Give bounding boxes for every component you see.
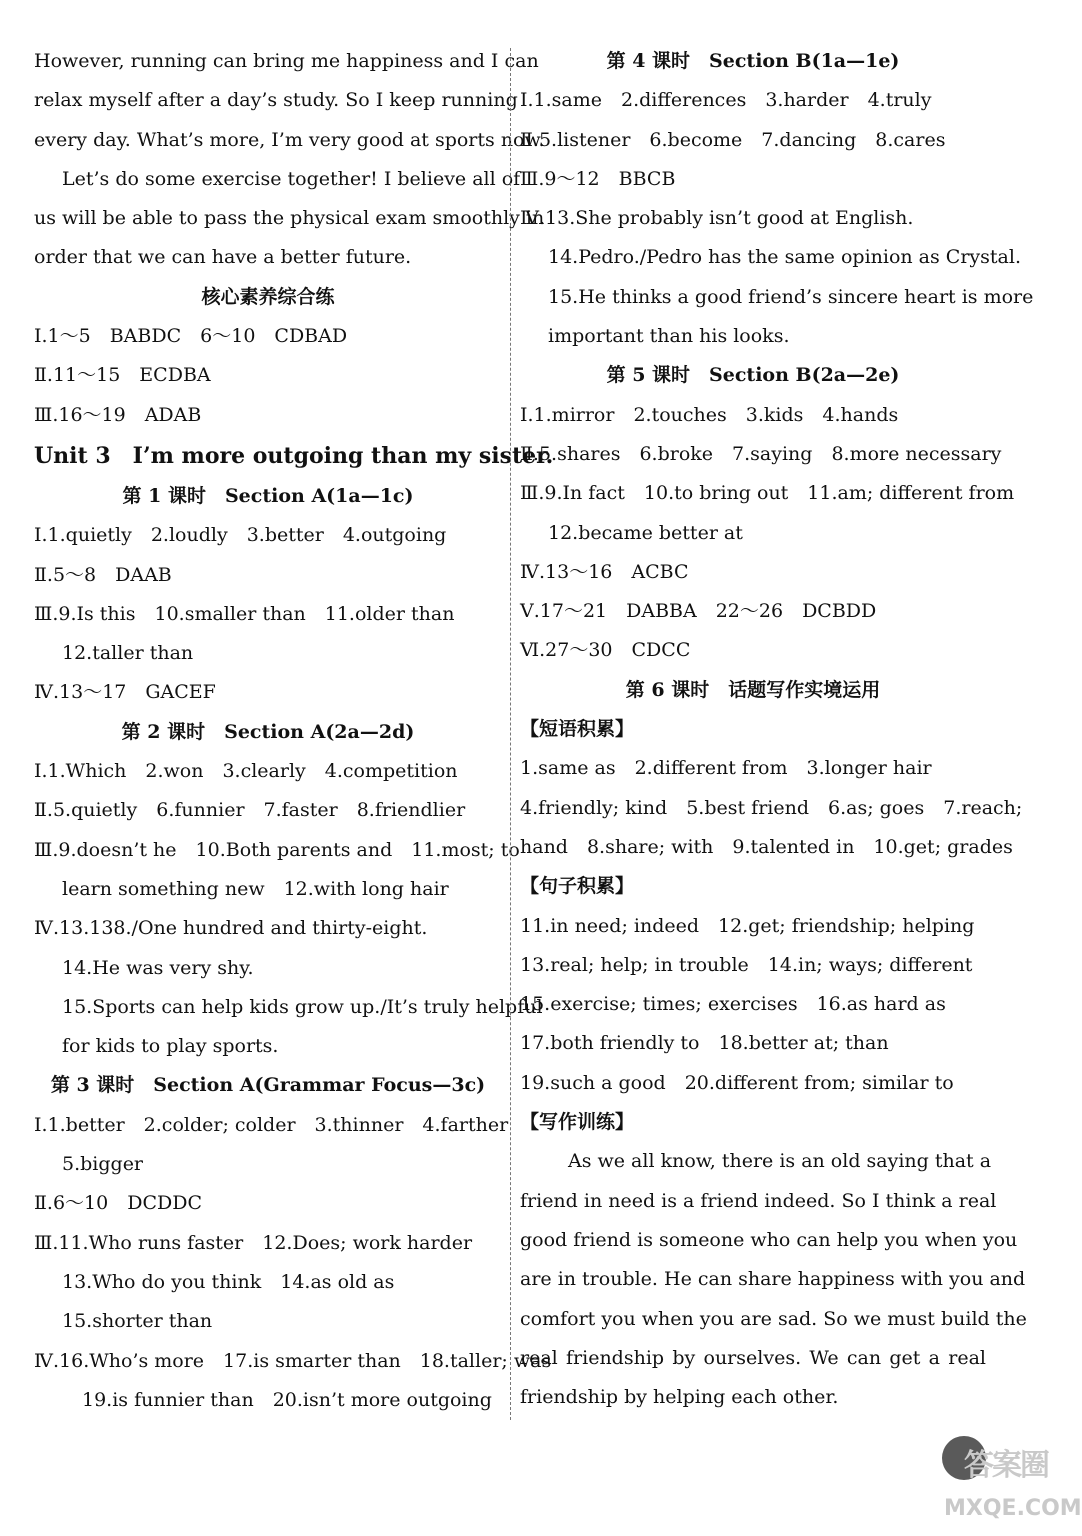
left-line-23: 14.He was very shy. — [62, 956, 254, 979]
left-line-24: 15.Sports can help kids grow up./It’s truly helpful — [62, 995, 543, 1018]
left-line-18: Ⅰ.1.Which 2.won 3.clearly 4.competition — [34, 760, 458, 783]
left-line-16: Ⅳ.13～17 GACEF — [34, 681, 216, 704]
right-line-25: 17.both friendly to 18.better at; than — [520, 1032, 889, 1055]
right-line-30: good friend is someone who can help you when you — [520, 1228, 1018, 1251]
right-line-14: Ⅴ.17～21 DABBA 22～26 DCBDD — [520, 600, 877, 623]
left-line-1: relax myself after a day’s study. So I keep running — [34, 89, 518, 112]
left-line-25: for kids to play sports. — [62, 1035, 279, 1058]
right-line-15: Ⅵ.27～30 CDCC — [520, 639, 691, 662]
column-divider — [510, 48, 511, 1420]
watermark-title: 答案圈 — [964, 1448, 1048, 1483]
left-line-7: Ⅰ.1～5 BABDC 6～10 CDBAD — [34, 325, 348, 348]
left-line-15: 12.taller than — [62, 642, 194, 665]
left-line-19: Ⅱ.5.quietly 6.funnier 7.faster 8.friendlier — [34, 799, 466, 822]
right-line-5: 14.Pedro./Pedro has the same opinion as Crystal. — [548, 246, 1021, 269]
right-line-9: Ⅰ.1.mirror 2.touches 3.kids 4.hands — [520, 403, 899, 426]
left-line-31: 13.Who do you think 14.as old as — [62, 1270, 395, 1293]
left-line-28: 5.bigger — [62, 1153, 144, 1176]
right-line-8: 第 5 课时 Section B(2a—2e) — [606, 364, 900, 387]
right-column — [520, 42, 1034, 1417]
left-line-8: Ⅱ.11～15 ECDBA — [34, 364, 211, 387]
left-line-4: us will be able to pass the physical exam smoothly in — [34, 207, 545, 230]
right-line-3: Ⅲ.9～12 BBCB — [520, 167, 676, 190]
watermark-url: MXQE.COM — [944, 1496, 1082, 1521]
right-line-0: 第 4 课时 Section B(1a—1e) — [606, 50, 900, 72]
right-line-27: 【写作训练】 — [520, 1111, 635, 1134]
right-line-32: comfort you when you are sad. So we must build the — [520, 1307, 1027, 1330]
right-line-29: friend in need is a friend indeed. So I think a real — [520, 1189, 997, 1212]
right-line-7: important than his looks. — [548, 325, 790, 348]
right-line-2: Ⅱ.5.listener 6.become 7.dancing 8.cares — [520, 128, 946, 151]
right-line-28: As we all know, there is an old saying that a — [568, 1150, 992, 1173]
left-line-34: 19.is funnier than 20.isn’t more outgoing — [82, 1388, 492, 1411]
right-line-33: real friendship by ourselves. We can get a real — [520, 1346, 986, 1369]
right-line-16: 第 6 课时 话题写作实境运用 — [625, 678, 881, 701]
right-line-26: 19.such a good 20.different from; similar to — [520, 1071, 954, 1094]
left-line-0: However, running can bring me happiness and I can — [34, 50, 539, 72]
left-line-3: Let’s do some exercise together! I believe all of — [62, 167, 521, 190]
left-line-10: Unit 3 I’m more outgoing than my sister. — [34, 442, 554, 469]
right-line-13: Ⅳ.13～16 ACBC — [520, 560, 689, 583]
left-line-20: Ⅲ.9.doesn’t he 10.Both parents and 11.most; to — [34, 838, 520, 861]
left-line-2: every day. What’s more, I’m very good at sports now. — [34, 128, 545, 151]
left-line-17: 第 2 课时 Section A(2a—2d) — [121, 720, 415, 743]
right-line-4: Ⅳ.13.She probably isn’t good at English. — [520, 207, 914, 230]
right-line-24: 15.exercise; times; exercises 16.as hard as — [520, 993, 946, 1016]
left-column — [34, 42, 554, 1420]
left-line-32: 15.shorter than — [62, 1310, 213, 1333]
left-line-5: order that we can have a better future. — [34, 246, 412, 269]
left-line-14: Ⅲ.9.Is this 10.smaller than 11.older than — [34, 602, 455, 625]
left-line-22: Ⅳ.13.138./One hundred and thirty-eight. — [34, 917, 428, 940]
right-line-31: are in trouble. He can share happiness with you and — [520, 1268, 1026, 1291]
left-line-29: Ⅱ.6～10 DCDDC — [34, 1192, 202, 1215]
right-line-6: 15.He thinks a good friend’s sincere heart is more — [548, 285, 1034, 308]
right-line-19: 4.friendly; kind 5.best friend 6.as; goes 7.reach; — [520, 796, 1023, 819]
right-line-10: Ⅱ.5.shares 6.broke 7.saying 8.more necessary — [520, 442, 1002, 465]
right-line-18: 1.same as 2.different from 3.longer hair — [520, 757, 932, 780]
right-line-11: Ⅲ.9.In fact 10.to bring out 11.am; different from — [520, 482, 1015, 505]
right-line-12: 12.became better at — [548, 521, 743, 544]
left-line-33: Ⅳ.16.Who’s more 17.is smarter than 18.taller; was — [34, 1349, 552, 1372]
left-line-26: 第 3 课时 Section A(Grammar Focus—3c) — [50, 1074, 486, 1097]
watermark-logo — [930, 1432, 1082, 1532]
right-line-17: 【短语积累】 — [520, 718, 635, 741]
right-line-22: 11.in need; indeed 12.get; friendship; helping — [520, 914, 975, 937]
left-line-11: 第 1 课时 Section A(1a—1c) — [122, 484, 414, 507]
left-line-6: 核心素养综合练 — [201, 285, 335, 308]
right-line-34: friendship by helping each other. — [520, 1386, 839, 1409]
left-line-13: Ⅱ.5～8 DAAB — [34, 563, 172, 586]
right-line-1: Ⅰ.1.same 2.differences 3.harder 4.truly — [520, 89, 932, 112]
left-line-12: Ⅰ.1.quietly 2.loudly 3.better 4.outgoing — [34, 524, 447, 547]
left-line-9: Ⅲ.16～19 ADAB — [34, 403, 202, 426]
right-line-21: 【句子积累】 — [520, 875, 635, 898]
right-line-23: 13.real; help; in trouble 14.in; ways; different — [520, 953, 973, 976]
left-line-27: Ⅰ.1.better 2.colder; colder 3.thinner 4.farther — [34, 1113, 509, 1136]
left-line-21: learn something new 12.with long hair — [62, 877, 449, 900]
left-line-30: Ⅲ.11.Who runs faster 12.Does; work harder — [34, 1231, 473, 1254]
right-line-20: hand 8.share; with 9.talented in 10.get; grades — [520, 835, 1013, 858]
